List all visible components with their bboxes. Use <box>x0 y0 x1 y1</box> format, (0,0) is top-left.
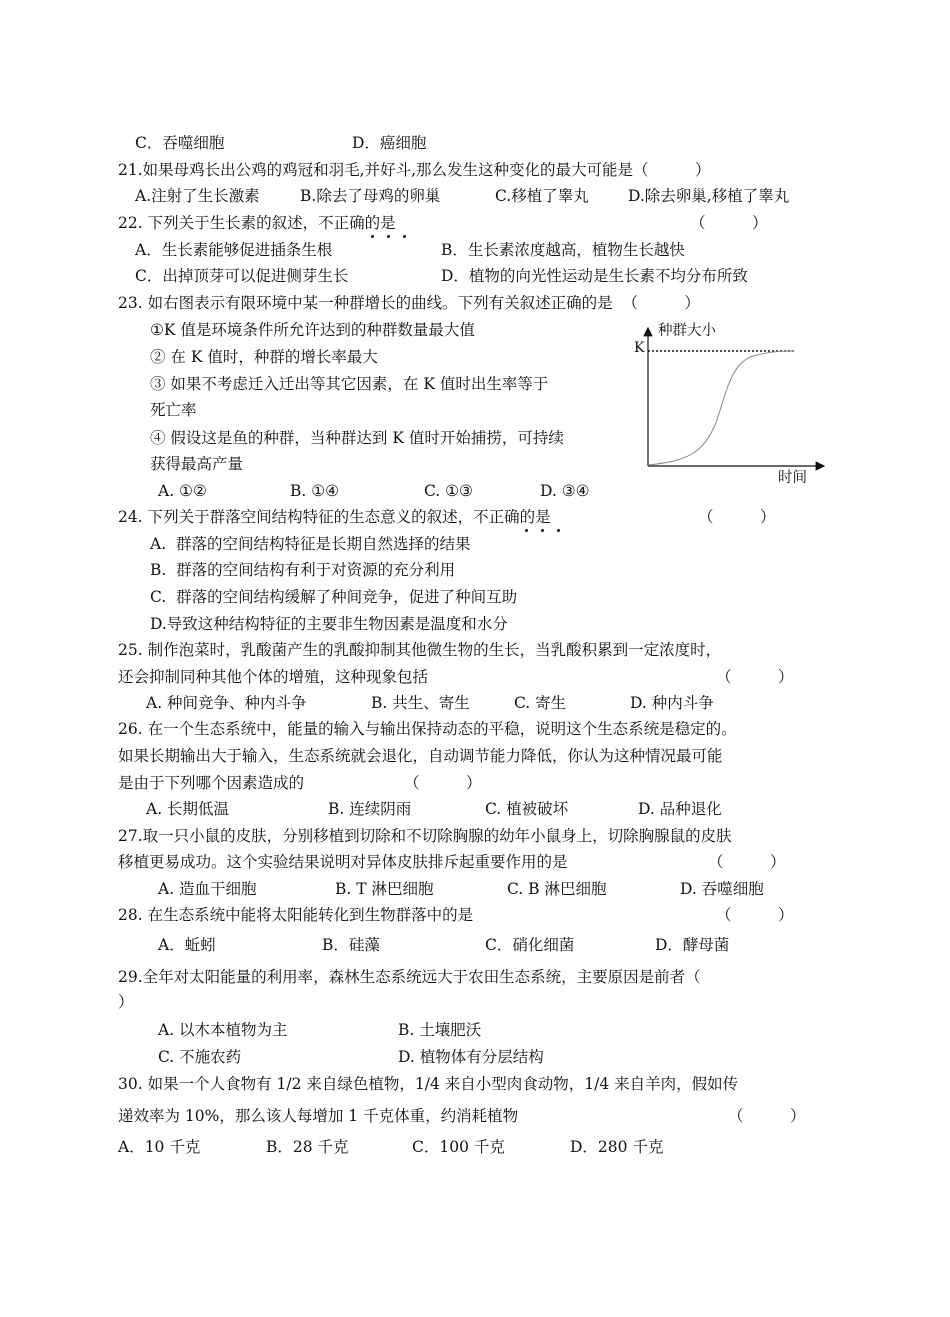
question-23-stem: 23. 如右图表示有限环境中某一种群增长的曲线。下列有关叙述正确的是 （ ） <box>118 294 700 312</box>
q23-option-d: D. ③④ <box>540 482 590 500</box>
q24-answer-paren: （ ） <box>698 508 776 526</box>
option-d: D．癌细胞 <box>352 134 427 152</box>
question-21-stem: 21.如果母鸡长出公鸡的鸡冠和羽毛,并好斗,那么发生这种变化的最大可能是（ ） <box>118 161 711 179</box>
question-30-stem-2: 递效率为 10%，那么该人每增加 1 千克体重，约消耗植物 <box>118 1107 519 1125</box>
question-29-stem-1: 29.全年对太阳能量的利用率，森林生态系统远大于农田生态系统，主要原因是前者（ <box>118 968 701 986</box>
emphasis-dot <box>541 529 544 532</box>
q26-answer-paren: （ ） <box>404 774 482 792</box>
q27-option-c: C. B 淋巴细胞 <box>507 880 607 898</box>
q25-option-d: D. 种内斗争 <box>630 694 714 712</box>
q26-option-b: B. 连续阴雨 <box>328 800 412 818</box>
q30-option-a: A．10 千克 <box>118 1138 201 1156</box>
q29-option-b: B. 土壤肥沃 <box>398 1021 482 1039</box>
q26-option-c: C. 植被破坏 <box>485 800 569 818</box>
q28-option-b: B．硅藻 <box>322 936 380 954</box>
q30-option-b: B．28 千克 <box>266 1138 349 1156</box>
q25-option-c: C. 寄生 <box>514 694 567 712</box>
question-25-stem-1: 25. 制作泡菜时，乳酸菌产生的乳酸抑制其他微生物的生长，当乳酸积累到一定浓度时， <box>118 641 722 659</box>
s-curve <box>648 351 794 465</box>
q24-option-c: C. 群落的空间结构缓解了种间竞争，促进了种间互助 <box>150 588 518 606</box>
q23-statement-1: ①K 值是环境条件所允许达到的种群数量最大值 <box>150 321 475 339</box>
q27-option-b: B. T 淋巴细胞 <box>335 880 434 898</box>
emphasis-dot <box>557 529 560 532</box>
q24-option-b: B. 群落的空间结构有利于对资源的充分利用 <box>150 561 456 579</box>
q21-option-d: D.除去卵巢,移植了睾丸 <box>628 187 790 205</box>
question-29-stem-2: ） <box>118 993 134 1011</box>
q23-statement-4-cont: 获得最高产量 <box>150 455 244 473</box>
q22-option-d: D．植物的向光性运动是生长素不均分布所致 <box>441 267 748 285</box>
q25-answer-paren: （ ） <box>716 668 794 686</box>
q28-option-a: A．蚯蚓 <box>158 936 216 954</box>
question-25-stem-2: 还会抑制同种其他个体的增殖，这种现象包括 <box>118 668 429 686</box>
q30-answer-paren: （ ） <box>728 1107 806 1125</box>
q23-statement-3-cont: 死亡率 <box>150 401 197 419</box>
question-22-stem: 22. 下列关于生长素的叙述，不正确的是 <box>118 214 396 232</box>
q22-option-b: B．生长素浓度越高，植物生长越快 <box>441 241 685 259</box>
question-28-stem: 28. 在生态系统中能将太阳能转化到生物群落中的是 <box>118 906 474 924</box>
option-c: C．吞噬细胞 <box>135 134 225 152</box>
emphasis-dot <box>387 235 390 238</box>
q22-option-c: C．出掉顶芽可以促进侧芽生长 <box>135 267 349 285</box>
question-27-stem-2: 移植更易成功。这个实验结果说明对异体皮肤排斥起重要作用的是 <box>118 853 568 871</box>
q30-option-d: D．280 千克 <box>570 1138 664 1156</box>
q24-option-d: D.导致这种结构特征的主要非生物因素是温度和水分 <box>150 615 508 633</box>
q26-option-a: A. 长期低温 <box>146 800 230 818</box>
x-axis-label: 时间 <box>778 470 807 486</box>
q30-option-c: C．100 千克 <box>412 1138 505 1156</box>
question-24-stem: 24. 下列关于群落空间结构特征的生态意义的叙述，不正确的是 <box>118 508 551 526</box>
q28-option-d: D．酵母菌 <box>655 936 730 954</box>
emphasis-dot <box>371 235 374 238</box>
q22-answer-paren: （ ） <box>690 214 768 232</box>
question-26-stem-2: 如果长期输出大于输入，生态系统就会退化，自动调节能力降低，你认为这种情况最可能 <box>118 747 723 765</box>
q29-option-a: A. 以木本植物为主 <box>158 1021 288 1039</box>
q23-statement-3: ③ 如果不考虑迁入迁出等其它因素，在 K 值时出生率等于 <box>150 375 549 393</box>
q27-answer-paren: （ ） <box>708 853 786 871</box>
q25-option-a: A. 种间竞争、种内斗争 <box>146 694 307 712</box>
q27-option-d: D. 吞噬细胞 <box>680 880 764 898</box>
question-26-stem-1: 26. 在一个生态系统中，能量的输入与输出保持动态的平稳，说明这个生态系统是稳定的。 <box>118 720 737 738</box>
q29-option-c: C. 不施农药 <box>158 1048 242 1066</box>
q23-statement-2: ② 在 K 值时，种群的增长率最大 <box>150 348 378 366</box>
q28-answer-paren: （ ） <box>716 906 794 924</box>
q23-option-c: C. ①③ <box>424 482 473 500</box>
q21-option-b: B.除去了母鸡的卵巢 <box>300 187 441 205</box>
q29-option-d: D. 植物体有分层结构 <box>398 1048 544 1066</box>
q25-option-b: B. 共生、寄生 <box>371 694 470 712</box>
question-27-stem-1: 27.取一只小鼠的皮肤，分别移植到切除和不切除胸腺的幼年小鼠身上，切除胸腺鼠的皮肤 <box>118 827 732 845</box>
q22-option-a: A．生长素能够促进插条生根 <box>135 241 333 259</box>
question-30-stem-1: 30. 如果一个人食物有 1/2 来自绿色植物，1/4 来自小型肉食动物，1/4 来自羊肉，假如传 <box>118 1075 739 1093</box>
q27-option-a: A. 造血干细胞 <box>158 880 257 898</box>
q23-statement-4: ④ 假设这是鱼的种群，当种群达到 K 值时开始捕捞，可持续 <box>150 429 564 447</box>
question-26-stem-3: 是由于下列哪个因素造成的 <box>118 774 305 792</box>
q24-option-a: A. 群落的空间结构特征是长期自然选择的结果 <box>150 535 471 553</box>
q26-option-d: D. 品种退化 <box>638 800 722 818</box>
population-growth-graph <box>628 318 833 488</box>
q23-option-a: A. ①② <box>158 482 207 500</box>
emphasis-dot <box>525 529 528 532</box>
k-label: K <box>634 340 645 356</box>
q21-option-c: C.移植了睾丸 <box>495 187 589 205</box>
q21-option-a: A.注射了生长激素 <box>135 187 260 205</box>
emphasis-dot <box>403 235 406 238</box>
q28-option-c: C．硝化细菌 <box>485 936 575 954</box>
y-axis-label: 种群大小 <box>658 323 716 339</box>
q23-option-b: B. ①④ <box>290 482 340 500</box>
